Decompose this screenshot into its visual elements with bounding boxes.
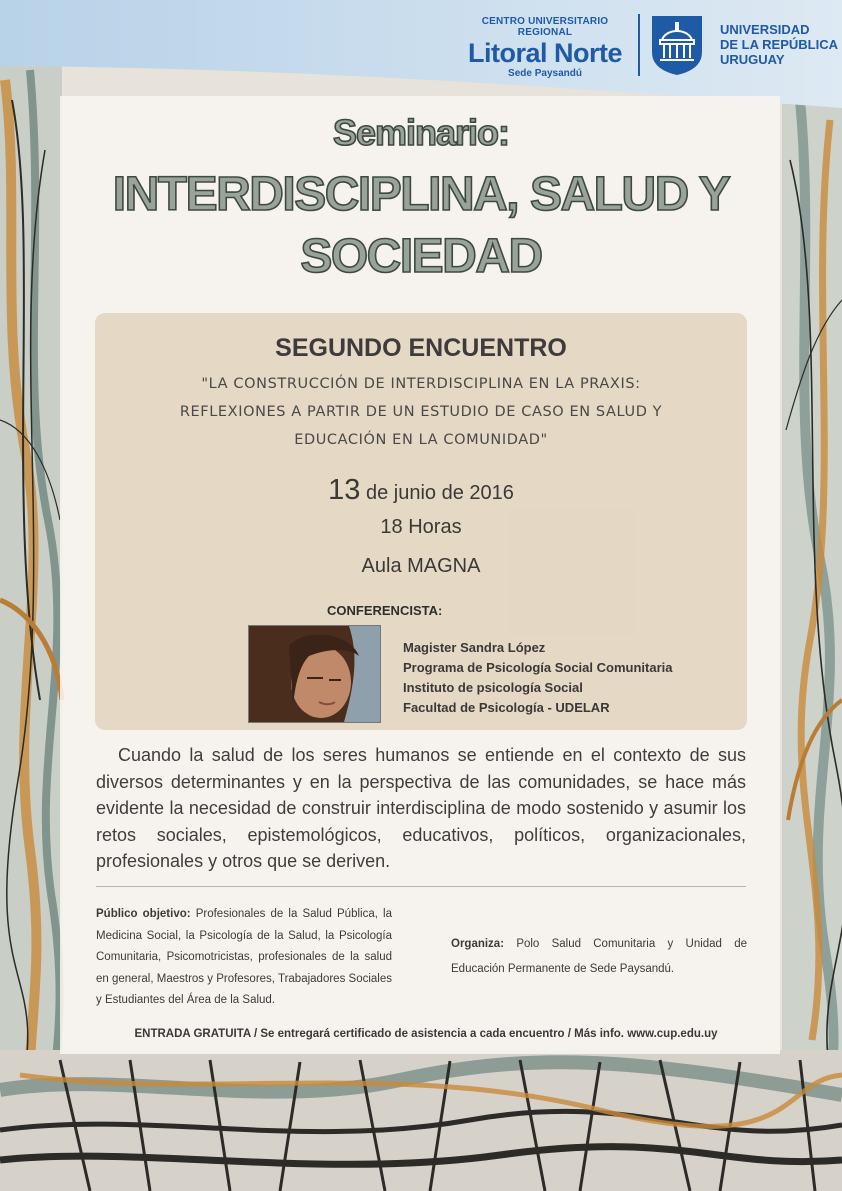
organizer-label: Organiza: xyxy=(451,938,505,950)
center-logo xyxy=(462,16,628,79)
speaker-institute: Instituto de psicología Social xyxy=(403,680,583,695)
seminar-title xyxy=(0,164,842,288)
seminar-title-line2: SOCIEDAD xyxy=(300,230,542,283)
university-line2: DE LA REPÚBLICA xyxy=(720,37,838,52)
university-logo-text xyxy=(720,22,838,67)
speaker-program: Programa de Psicología Social Comunitaria xyxy=(403,660,673,675)
encuentro-subtitle-line1: "LA CONSTRUCCIÓN DE INTERDISCIPLINA EN LA PRAXIS: xyxy=(201,376,641,392)
encuentro-subtitle-line3: EDUCACIÓN EN LA COMUNIDAD" xyxy=(294,432,548,448)
organizer-block xyxy=(451,932,747,982)
speaker-name: Magister Sandra López xyxy=(403,640,546,655)
seminar-kicker: Seminario: xyxy=(332,112,510,153)
university-line3: URUGUAY xyxy=(720,52,785,67)
description-text: Cuando la salud de los seres humanos se entiende en el contexto de sus diversos determinantes y en la perspectiva de las comunidades, se hace más evidente la necesidad de construir interdisciplina de modo sostenido y asumir los retos sociales, epistemológicos, educativos, políticos, organizacionales, profesionales y otros que se deriven. xyxy=(96,745,746,871)
center-name: Litoral Norte xyxy=(467,38,622,68)
speaker-details xyxy=(403,638,672,718)
university-shield-icon xyxy=(650,14,704,76)
audience-label: Público objetivo: xyxy=(96,908,191,920)
seminar-title-line1: INTERDISCIPLINA, SALUD Y xyxy=(112,168,730,221)
event-place: Aula MAGNA xyxy=(361,555,481,577)
organizer-text: Polo Salud Comunitaria y Unidad de Educación Permanente de Sede Paysandú. xyxy=(451,938,747,975)
event-date xyxy=(95,474,747,507)
encuentro-subtitle-line2: REFLEXIONES A PARTIR DE UN ESTUDIO DE CASO EN SALUD Y xyxy=(179,404,663,420)
speaker-label: CONFERENCISTA: xyxy=(327,603,443,618)
audience-text: Profesionales de la Salud Pública, la Medicina Social, la Psicología de la Salud, la Psicología Comunitaria, Psicomotricistas, profesionales de la salud en general, Maestros y Profesores, Trabajadores Sociales y Estudiantes del Área de la Salud. xyxy=(96,908,392,1006)
encuentro-title: SEGUNDO ENCUENTRO xyxy=(275,334,567,362)
speaker-faculty: Facultad de Psicología - UDELAR xyxy=(403,700,610,715)
university-line1: UNIVERSIDAD xyxy=(720,22,810,37)
center-label: CENTRO UNIVERSITARIO REGIONAL xyxy=(481,16,609,38)
event-time: 18 Horas xyxy=(380,516,462,538)
event-date-rest: de junio de 2016 xyxy=(365,482,514,504)
divider-line xyxy=(96,886,746,887)
encuentro-subtitle xyxy=(95,370,747,454)
footer-note: ENTRADA GRATUITA / Se entregará certificado de asistencia a cada encuentro / Más info. www.cup.edu.uy xyxy=(134,1028,718,1040)
event-date-day: 13 xyxy=(328,474,361,506)
description-paragraph xyxy=(96,742,746,875)
audience-block xyxy=(96,904,392,1012)
logo-divider xyxy=(638,14,640,76)
speaker-photo xyxy=(248,625,381,723)
center-sede: Sede Paysandú xyxy=(508,68,582,79)
